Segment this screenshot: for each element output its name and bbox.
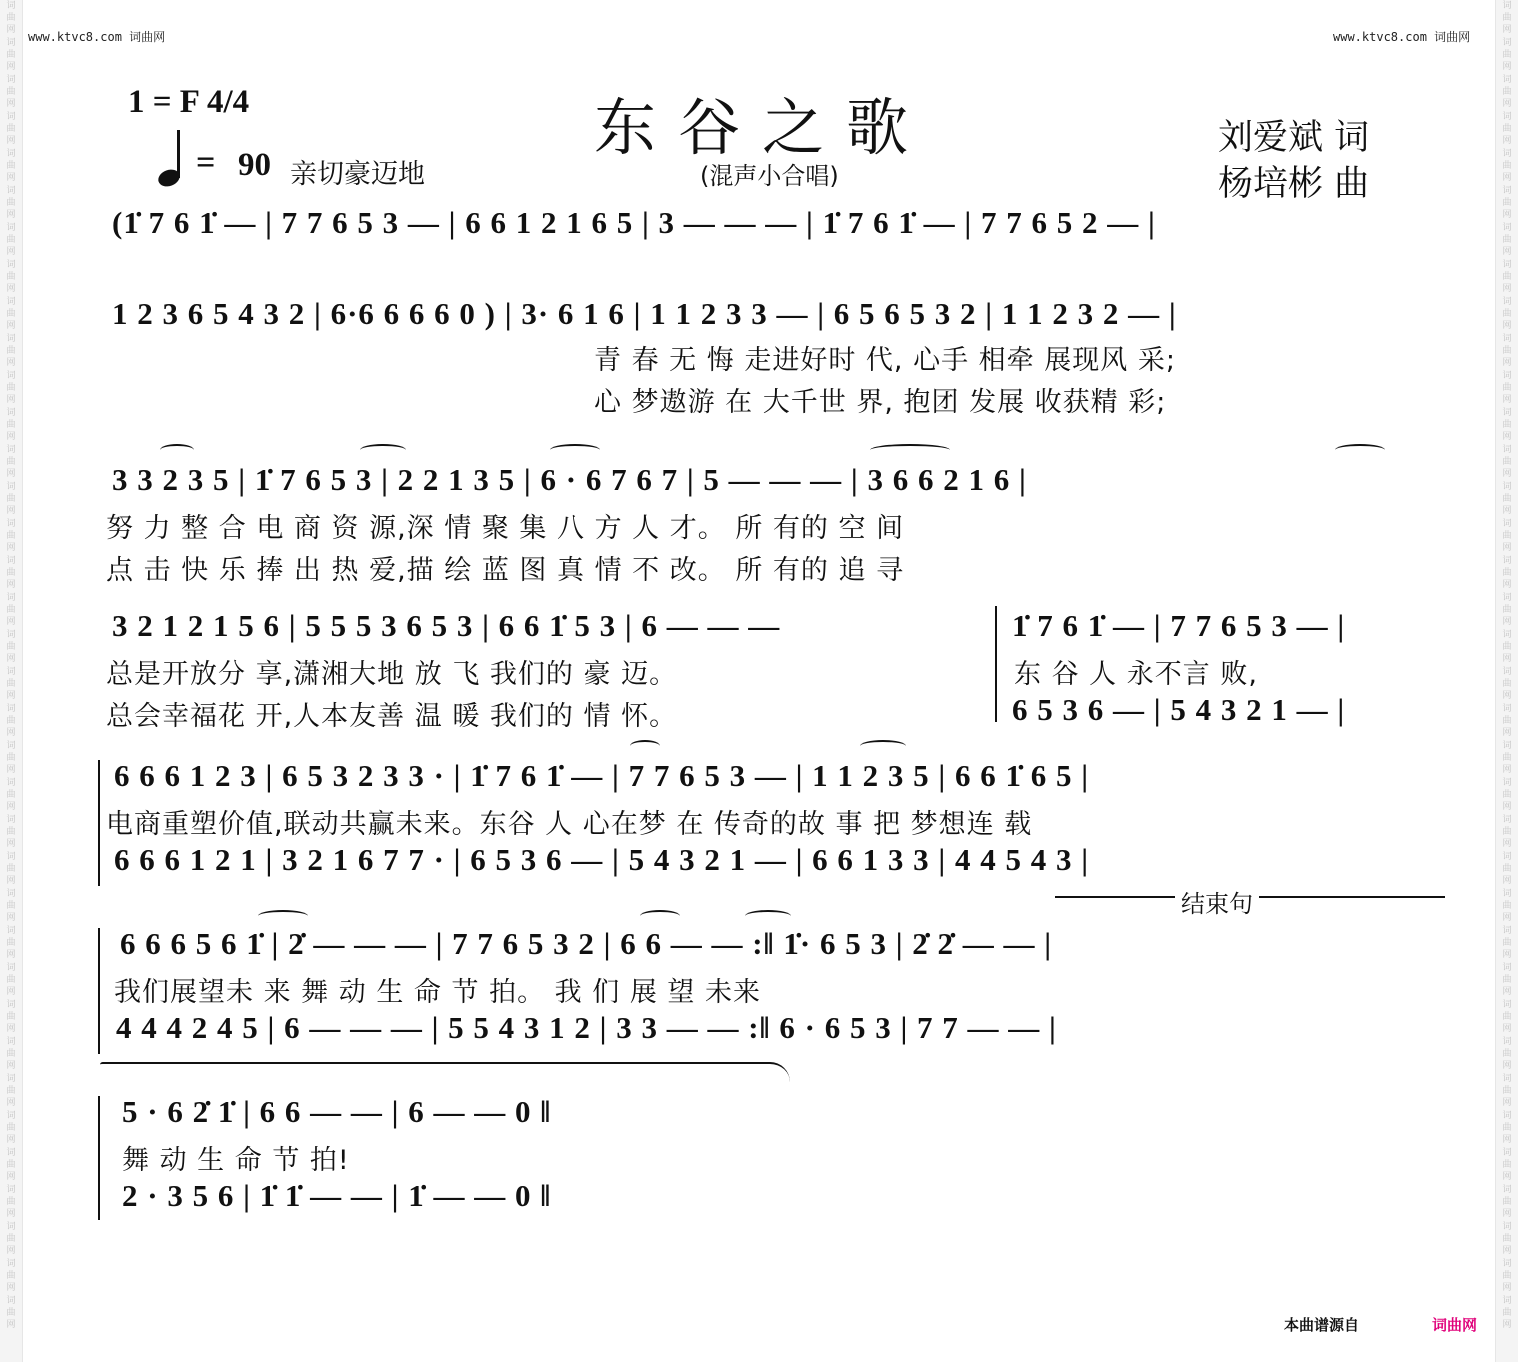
- side-watermark-text: 词 曲 网: [1502, 371, 1512, 405]
- quarter-note-icon: [155, 128, 191, 194]
- side-watermark-text: 词 曲 网: [6, 556, 16, 590]
- side-watermark-text: 词 曲 网: [1502, 1037, 1512, 1071]
- side-watermark-text: 词 曲 网: [1502, 667, 1512, 701]
- score-line-1: (1̇ 7 6 1̇ — | 7 7 6 5 3 — | 6 6 1 2 1 6 5 | 3 — — — | 1̇ 7 6 1̇ — | 7 7 6 5 2 — |: [112, 205, 1156, 240]
- side-watermark-text: 词 曲 网: [6, 112, 16, 146]
- score-line-3: 3 3 2 3 5 | 1̇ 7 6 5 3 | 2 2 1 3 5 | 6 · 6 7 6 7 | 5 — — — | 3 6 6 2 1 6 |: [112, 462, 1027, 497]
- side-watermark-text: 词 曲 网: [1502, 75, 1512, 109]
- side-watermark-text: 词 曲 网: [6, 704, 16, 738]
- side-watermark-text: 词 曲 网: [6, 445, 16, 479]
- side-watermark-text: 词 曲 网: [6, 75, 16, 109]
- side-watermark-text: 词 曲 网: [6, 852, 16, 886]
- slur: [745, 910, 791, 922]
- side-watermark-text: 词 曲 网: [6, 1000, 16, 1034]
- slur: [550, 444, 600, 456]
- song-subtitle: (混声小合唱): [700, 162, 839, 190]
- score-line-4: 3 2 1 2 1 5 6 | 5 5 5 3 6 5 3 | 6 6 1̇ 5 3 | 6 — — —: [112, 608, 781, 643]
- side-watermark-text: 词 曲 网: [1502, 408, 1512, 442]
- score-line-5: 6 6 6 1 2 3 | 6 5 3 2 3 3 · | 1̇ 7 6 1̇ — | 7 7 6 5 3 — | 1 1 2 3 5 | 6 6 1̇ 6 5 |: [114, 758, 1090, 793]
- side-watermark-text: 词 曲 网: [6, 963, 16, 997]
- slur: [360, 444, 406, 456]
- slur: [640, 910, 680, 922]
- side-watermark-text: 词 曲 网: [1502, 297, 1512, 331]
- side-watermark-text: 词 曲 网: [1502, 445, 1512, 479]
- slur: [1335, 444, 1385, 456]
- side-watermark-text: 词 曲 网: [1502, 1296, 1512, 1330]
- part-brace-2: [98, 760, 106, 886]
- side-watermark-text: 词 曲 网: [6, 1222, 16, 1256]
- site-watermark-right: www.ktvc8.com 词曲网: [1333, 30, 1471, 44]
- side-watermark-text: 词 曲 网: [6, 741, 16, 775]
- site-watermark-left: www.ktvc8.com 词曲网: [28, 30, 166, 44]
- score-line-9: 5 · 6 2̇ 1̇ | 6 6 — — | 6 — — 0 ‖: [122, 1094, 552, 1129]
- side-watermark-text: 词 曲 网: [6, 260, 16, 294]
- side-watermark-text: 词 曲 网: [6, 815, 16, 849]
- key-signature: 1 = F 4/4: [128, 84, 250, 120]
- song-title: 东谷之歌: [594, 91, 931, 164]
- score-line-8: 4 4 4 2 4 5 | 6 — — — | 5 5 4 3 1 2 | 3 3 — — :‖ 6 · 6 5 3 | 7 7 — — |: [116, 1010, 1057, 1045]
- side-watermark-text: 词 曲 网: [1502, 704, 1512, 738]
- side-watermark-text: 词 曲 网: [6, 482, 16, 516]
- lyric-line-5: 电商重塑价值,联动共赢未来。东谷 人 心在梦 在 传奇的故 事 把 梦想连 载: [106, 809, 1033, 840]
- score-line-10: 2 · 3 5 6 | 1̇ 1̇ — — | 1̇ — — 0 ‖: [122, 1178, 552, 1213]
- score-line-4-part-b: 6 5 3 6 — | 5 4 3 2 1 — |: [1012, 692, 1346, 727]
- lyric-line-3a: 努 力 整 合 电 商 资 源,深 情 聚 集 八 方 人 才。 所 有的 空 间: [106, 513, 905, 544]
- side-watermark-text: 词 曲 网: [6, 1111, 16, 1145]
- side-watermark-text: 词 曲 网: [6, 223, 16, 257]
- slur: [630, 740, 660, 752]
- side-watermark-text: 词 曲 网: [6, 1296, 16, 1330]
- side-watermark-text: 词 曲 网: [6, 630, 16, 664]
- side-watermark-text: 词 曲 网: [6, 593, 16, 627]
- slur: [860, 740, 906, 752]
- side-watermark-text: 词 曲 网: [1502, 1148, 1512, 1182]
- side-watermark-text: 词 曲 网: [6, 519, 16, 553]
- side-watermark-text: 词 曲 网: [1502, 38, 1512, 72]
- part-brace-4: [98, 1096, 106, 1220]
- lyric-line-2b: 心 梦遨游 在 大千世 界, 抱团 发展 收获精 彩;: [594, 387, 1167, 418]
- side-watermark-text: 词 曲 网: [6, 1185, 16, 1219]
- side-watermark-text: 词 曲 网: [1502, 963, 1512, 997]
- side-watermark-text: 词 曲 网: [1502, 778, 1512, 812]
- score-line-4-part-a: 1̇ 7 6 1̇ — | 7 7 6 5 3 — |: [1012, 608, 1346, 643]
- lyric-line-3b: 点 击 快 乐 捧 出 热 爱,描 绘 蓝 图 真 情 不 改。 所 有的 追 寻: [106, 555, 905, 586]
- phrase-bracket: [100, 1062, 790, 1082]
- score-line-7: 6 6 6 5 6 1̇ | 2̇ — — — | 7 7 6 5 3 2 | 6 6 — — :‖ 1̇· 6 5 3 | 2̇ 2̇ — — |: [120, 926, 1053, 961]
- lyric-line-4-part-a: 东 谷 人 永不言 败,: [1014, 659, 1258, 690]
- lyric-line-2a: 青 春 无 悔 走进好时 代, 心手 相牵 展现风 采;: [594, 345, 1176, 376]
- side-watermark-text: 词 曲 网: [1502, 630, 1512, 664]
- slur: [258, 910, 308, 922]
- side-watermark-text: 词 曲 网: [6, 38, 16, 72]
- right-watermark-strip: [1495, 0, 1518, 1362]
- side-watermark-text: 词 曲 网: [1502, 149, 1512, 183]
- tempo-marking: 亲切豪迈地: [290, 159, 425, 190]
- composer-credit: 杨培彬 曲: [1218, 164, 1370, 204]
- side-watermark-text: 词 曲 网: [1502, 852, 1512, 886]
- side-watermark-text: 词 曲 网: [1502, 519, 1512, 553]
- side-watermark-text: 词 曲 网: [6, 1037, 16, 1071]
- footer-source-label: 本曲谱源自: [1284, 1316, 1360, 1334]
- part-brace-1: [995, 606, 1003, 722]
- side-watermark-text: 词 曲 网: [1502, 482, 1512, 516]
- score-line-6: 6 6 6 1 2 1 | 3 2 1 6 7 7 · | 6 5 3 6 — | 5 4 3 2 1 — | 6 6 1 3 3 | 4 4 5 4 3 |: [114, 842, 1090, 877]
- slur: [160, 444, 194, 456]
- score-line-2: 1 2 3 6 5 4 3 2 | 6·6 6 6 6 0 ) | 3· 6 1 6 | 1 1 2 3 3 — | 6 5 6 5 3 2 | 1 1 2 3 2 — |: [112, 296, 1177, 331]
- side-watermark-text: 词 曲 网: [6, 926, 16, 960]
- side-watermark-text: 词 曲 网: [1502, 1185, 1512, 1219]
- side-watermark-text: 词 曲 网: [6, 371, 16, 405]
- lyric-line-4a: 总是开放分 享,潇湘大地 放 飞 我们的 豪 迈。: [106, 659, 678, 690]
- side-watermark-text: 词 曲 网: [6, 1148, 16, 1182]
- side-watermark-text: 词 曲 网: [1502, 1, 1512, 35]
- side-watermark-text: 词 曲 网: [1502, 186, 1512, 220]
- lyric-line-7: 我们展望未 来 舞 动 生 命 节 拍。 我 们 展 望 未来: [114, 977, 761, 1008]
- side-watermark-text: 词 曲 网: [6, 778, 16, 812]
- side-watermark-text: 词 曲 网: [1502, 593, 1512, 627]
- slur: [870, 444, 950, 456]
- side-watermark-text: 词 曲 网: [6, 334, 16, 368]
- side-watermark-text: 词 曲 网: [1502, 1074, 1512, 1108]
- lyric-line-9: 舞 动 生 命 节 拍!: [122, 1145, 350, 1176]
- tempo-equals: =: [196, 144, 216, 181]
- side-watermark-text: 词 曲 网: [6, 1259, 16, 1293]
- lyricist-credit: 刘爱斌 词: [1218, 118, 1370, 158]
- side-watermark-text: 词 曲 网: [1502, 334, 1512, 368]
- side-watermark-text: 词 曲 网: [1502, 926, 1512, 960]
- side-watermark-text: 词 曲 网: [6, 408, 16, 442]
- side-watermark-text: 词 曲 网: [1502, 1222, 1512, 1256]
- tempo-number: 90: [238, 147, 271, 183]
- side-watermark-text: 词 曲 网: [1502, 260, 1512, 294]
- side-watermark-text: 词 曲 网: [6, 297, 16, 331]
- side-watermark-text: 词 曲 网: [1502, 1111, 1512, 1145]
- side-watermark-text: 词 曲 网: [6, 1074, 16, 1108]
- left-watermark-strip: [0, 0, 23, 1362]
- lyric-line-4b: 总会幸福花 开,人本友善 温 暖 我们的 情 怀。: [106, 701, 678, 732]
- side-watermark-text: 词 曲 网: [6, 1, 16, 35]
- side-watermark-text: 词 曲 网: [1502, 1259, 1512, 1293]
- side-watermark-text: 词 曲 网: [6, 667, 16, 701]
- side-watermark-text: 词 曲 网: [6, 149, 16, 183]
- side-watermark-text: 词 曲 网: [1502, 815, 1512, 849]
- side-watermark-text: 词 曲 网: [6, 889, 16, 923]
- footer-source-logo[interactable]: 词曲网: [1432, 1316, 1478, 1334]
- side-watermark-text: 词 曲 网: [1502, 556, 1512, 590]
- side-watermark-text: 词 曲 网: [6, 186, 16, 220]
- end-section-label: 结束句: [1175, 884, 1259, 919]
- side-watermark-text: 词 曲 网: [1502, 223, 1512, 257]
- side-watermark-text: 词 曲 网: [1502, 1000, 1512, 1034]
- part-brace-3: [98, 928, 106, 1054]
- side-watermark-text: 词 曲 网: [1502, 889, 1512, 923]
- side-watermark-text: 词 曲 网: [1502, 741, 1512, 775]
- side-watermark-text: 词 曲 网: [1502, 112, 1512, 146]
